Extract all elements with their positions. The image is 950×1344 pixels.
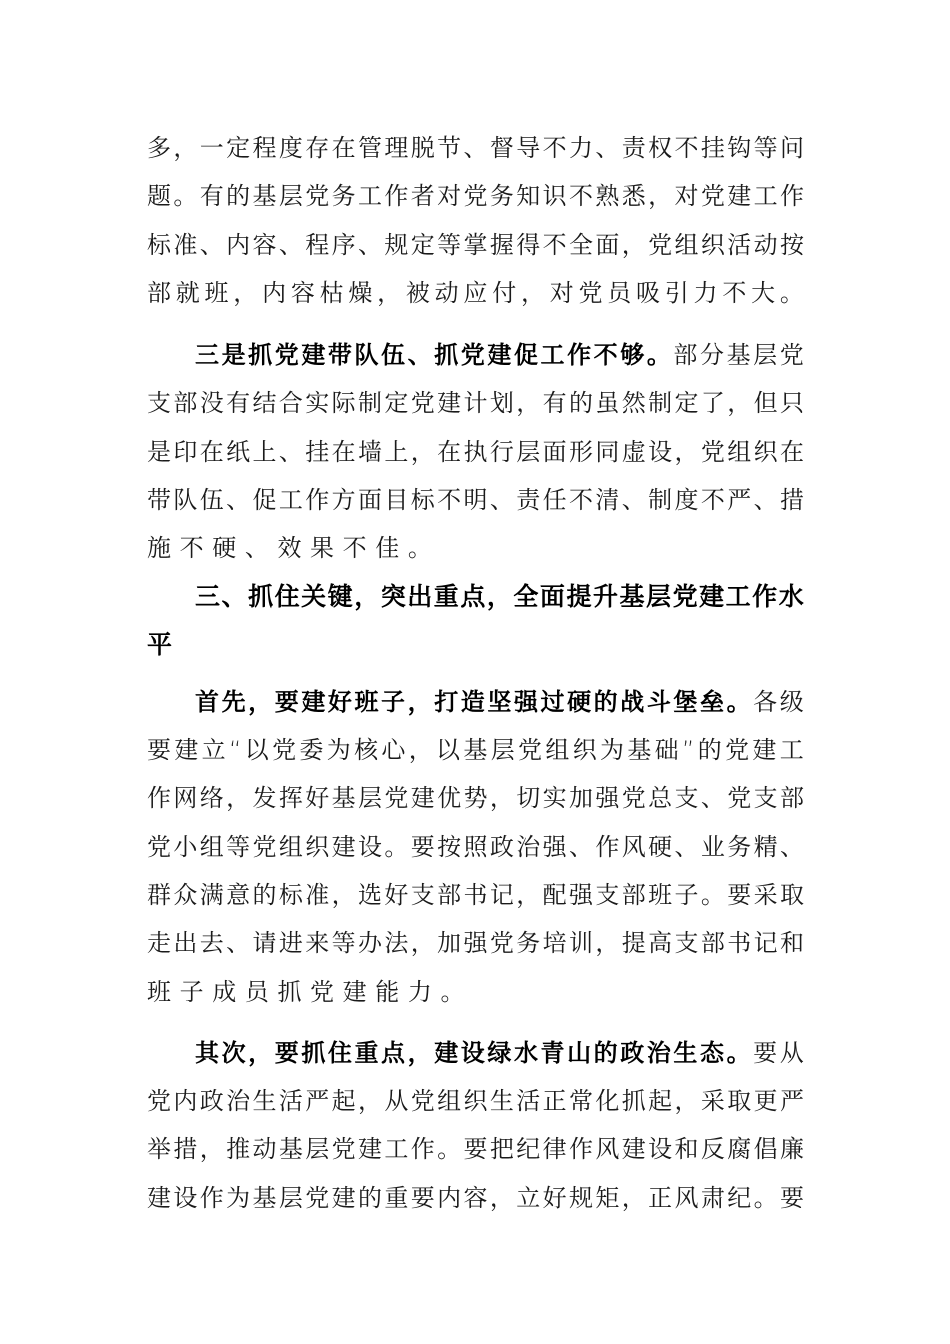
text-line: 要 建 立 “ 以 党 委 为 核 心 ， 以 基 层 党 组 织 为 基 础 ” 的 党 建 工 [147,736,804,764]
text-line: 题 。 有 的 基 层 党 务 工 作 者 对 党 务 知 识 不 熟 悉 ， 对 党 建 工 作 [147,182,804,210]
text-line: 其 次 ， 要 抓 住 重 点 ， 建 设 绿 水 青 山 的 政 治 生 态 。 要 从 [195,1038,804,1067]
text-line: 标 准 、 内 容 、 程 序 、 规 定 等 掌 握 得 不 全 面 ， 党 组 织 活 动 按 [147,231,804,259]
text-line: 三 是 抓 党 建 带 队 伍 、 抓 党 建 促 工 作 不 够 。 部 分 基 层 党 [195,340,804,369]
text-line: 多 ， 一 定 程 度 存 在 管 理 脱 节 、 督 导 不 力 、 责 权 不 挂 钩 等 问 [147,134,804,162]
text-line: 群 众 满 意 的 标 准 ， 选 好 支 部 书 记 ， 配 强 支 部 班 子 。 要 采 取 [147,881,804,909]
text-line: 党 小 组 等 党 组 织 建 设 。 要 按 照 政 治 强 、 作 风 硬 、 业 务 精 、 [147,833,804,861]
text-line: 首 先 ， 要 建 好 班 子 ， 打 造 坚 强 过 硬 的 战 斗 堡 垒 。 各 级 [195,687,804,716]
text-line: 班 子 成 员 抓 党 建 能 力 。 [147,978,474,1006]
text-line: 是 印 在 纸 上 、 挂 在 墙 上 ， 在 执 行 层 面 形 同 虚 设 ， 党 组 织 在 [147,438,804,466]
text-line: 三 、 抓 住 关 键 ， 突 出 重 点 ， 全 面 提 升 基 层 党 建 工 作 水 [195,582,804,611]
text-line: 作 网 络 ， 发 挥 好 基 层 党 建 优 势 ， 切 实 加 强 党 总 支 、 党 支 部 [147,784,804,812]
text-line: 支 部 没 有 结 合 实 际 制 定 党 建 计 划 ， 有 的 虽 然 制 定 了 ， 但 只 [147,389,804,417]
text-line: 党 内 政 治 生 活 严 起 ， 从 党 组 织 生 活 正 常 化 抓 起 ， 采 取 更 严 [147,1087,804,1115]
text-line: 举 措 ， 推 动 基 层 党 建 工 作 。 要 把 纪 律 作 风 建 设 和 反 腐 倡 廉 [147,1135,804,1163]
text-line: 带 队 伍 、 促 工 作 方 面 目 标 不 明 、 责 任 不 清 、 制 度 不 严 、 措 [147,486,804,514]
text-line: 部 就 班 ， 内 容 枯 燥 ， 被 动 应 付 ， 对 党 员 吸 引 力 不 大 。 [147,279,804,307]
text-line: 建 设 作 为 基 层 党 建 的 重 要 内 容 ， 立 好 规 矩 ， 正 风 肃 纪 。 要 [147,1184,804,1212]
text-line: 走 出 去 、 请 进 来 等 办 法 ， 加 强 党 务 培 训 ， 提 高 支 部 书 记 和 [147,929,804,957]
text-line: 平 [147,630,181,659]
text-line: 施 不 硬 、 效 果 不 佳 。 [147,534,441,562]
